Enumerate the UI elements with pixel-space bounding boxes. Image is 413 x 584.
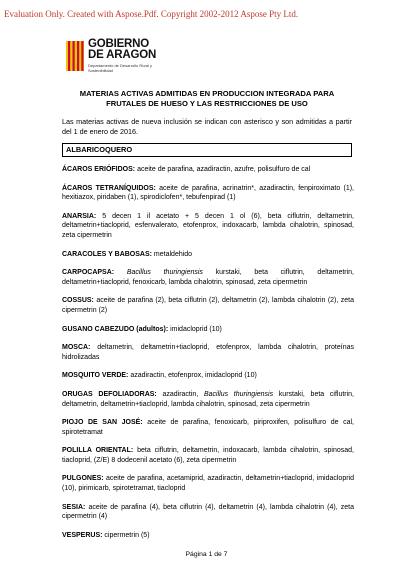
pest-name: POLILLA ORIENTAL:	[62, 447, 134, 455]
pest-text-pre	[114, 269, 127, 276]
pest-name: CARACOLES Y BABOSAS:	[62, 250, 152, 258]
active-substances: metaldehido	[151, 250, 193, 258]
pest-name: PIOJO DE SAN JOSÉ:	[62, 419, 143, 427]
heading-line-1: MATERIAS ACTIVAS ADMITIDAS EN PRODUCCION INTEGRADA PARA	[79, 89, 335, 98]
evaluation-watermark: Evaluation Only. Created with Aspose.Pdf. Copyright 2002-2012 Aspose Pty Ltd.	[4, 9, 299, 19]
active-substances: aceite de parafina, fenoxicarb, piriproxifen, polisulfuro de cal, spirotetramat	[62, 419, 354, 436]
logo-title: GOBIERNO DE ARAGON	[88, 38, 157, 61]
pest-entry	[62, 268, 354, 287]
pest-entry	[62, 250, 354, 260]
pest-text-pre: azadiractin,	[156, 390, 204, 398]
pest-entry	[62, 371, 354, 381]
pest-text-italic: Bacillus thuringiensis	[203, 390, 274, 398]
pest-name: CARPOCAPSA:	[62, 269, 115, 277]
section-title: ALBARICOQUERO	[66, 145, 133, 154]
heading-line-2: FRUTALES DE HUESO Y LAS RESTRICCIONES DE USO	[106, 99, 308, 108]
pest-name: ANARSIA:	[62, 212, 97, 220]
active-substances: kurstaki, beta ciflutrin, deltametrin, deltametrin+tiacloprid, fenoxicarb, lambda cihalotrin, spinosad, zeta cipermetrin	[62, 269, 355, 286]
intro-paragraph: Las materias activas de nueva inclusión se indican con asterisco y son admitidas a partir del 1 de enero de 2016.	[62, 117, 352, 136]
pest-entry	[62, 446, 354, 465]
active-substances: cipermetrin (5)	[102, 531, 150, 539]
pest-name: COSSUS:	[62, 297, 94, 305]
active-substances: aceite de parafina (4), beta ciflutrin (4), deltametrin (4), lambda cihalotrin (4), zeta cipermetrin (4)	[62, 503, 354, 521]
pest-entry	[62, 531, 354, 541]
aragon-shield-icon	[66, 41, 84, 71]
pest-entry	[62, 165, 354, 175]
gobierno-de-aragon-logo	[66, 39, 176, 79]
active-substances: azadiractin, etofenprox, imidacloprid (10)	[128, 372, 257, 380]
page-number: Página 1 de 7	[185, 551, 228, 558]
pest-entry	[62, 296, 354, 315]
pest-entry	[62, 212, 354, 241]
active-substances: aceite de parafina, acetamiprid, azadiractin, deltametrin+tiacloprid, imidacloprid (10), pirimicarb, spirotetramat, tiacloprid	[62, 475, 354, 493]
pest-name: MOSCA:	[62, 344, 91, 352]
pest-entry	[62, 184, 354, 203]
pest-name: ÁCAROS ERIÓFIDOS:	[62, 166, 136, 173]
pest-name: ORUGAS DEFOLIADORAS:	[62, 390, 157, 398]
active-substances: aceite de parafina (2), beta ciflutrin (2), deltametrin (2), lambda cihalotrin (2), zeta cipermetrin (2)	[62, 297, 354, 314]
document-heading	[66, 89, 348, 109]
active-substances: deltametrin, deltametrin+tiacloprid, etofenprox, lambda cihalotrin, proteínas hidrolizadas	[62, 344, 354, 361]
pest-entry	[62, 325, 354, 335]
active-substances: beta ciflutrin, deltametrin, indoxacarb, lambda cihalotrin, spinosad, tiacloprid, (Z/E) 8 dodecenil acetato (6), zeta cipermetrin	[62, 447, 354, 464]
pest-name: PULGONES:	[62, 475, 104, 483]
pest-entry	[62, 474, 354, 493]
pest-entry	[62, 503, 354, 522]
pest-entry	[62, 343, 354, 362]
pest-entry-list	[62, 165, 354, 549]
pest-name: VESPERUS:	[62, 531, 103, 539]
active-substances: aceite de parafina, azadiractin, azufre, polisulfuro de cal	[135, 166, 311, 173]
pest-name: SESIA:	[62, 503, 86, 511]
pest-name: GUSANO CABEZUDO (adultos):	[62, 325, 169, 333]
pest-entry	[62, 418, 354, 437]
pest-entry	[62, 390, 354, 409]
pest-name: ÁCAROS TETRANÍQUIDOS:	[62, 184, 156, 192]
active-substances: 5 decen 1 il acetato + 5 decen 1 ol (6), beta ciflutrin, deltametrin, deltametrin+tiacloprid, esfenvalerato, etofenprox, indoxacarb, lambda cihalotrin, spinosad, zeta cipermetrin	[62, 212, 354, 239]
logo-subtitle: Departamento de Desarrollo Rural y Sostenibilidad	[88, 63, 153, 73]
section-header-box	[62, 143, 352, 157]
pest-name: MOSQUITO VERDE:	[62, 372, 129, 380]
pest-text-italic: Bacillus thuringiensis	[126, 269, 203, 277]
active-substances: kurstaki, beta ciflutrin, deltametrin, deltametrin+tiacloprid, lambda cihalotrin, spinosad, zeta cipermetrin	[62, 390, 355, 408]
active-substances: aceite de parafina, acrinatrin*, azadiractin, fenpiroximato (1), hexitiazox, piridaben (1), spirodiclofen*, tebufenpirad (1)	[62, 184, 354, 202]
active-substances: imidacloprid (10)	[168, 325, 222, 333]
